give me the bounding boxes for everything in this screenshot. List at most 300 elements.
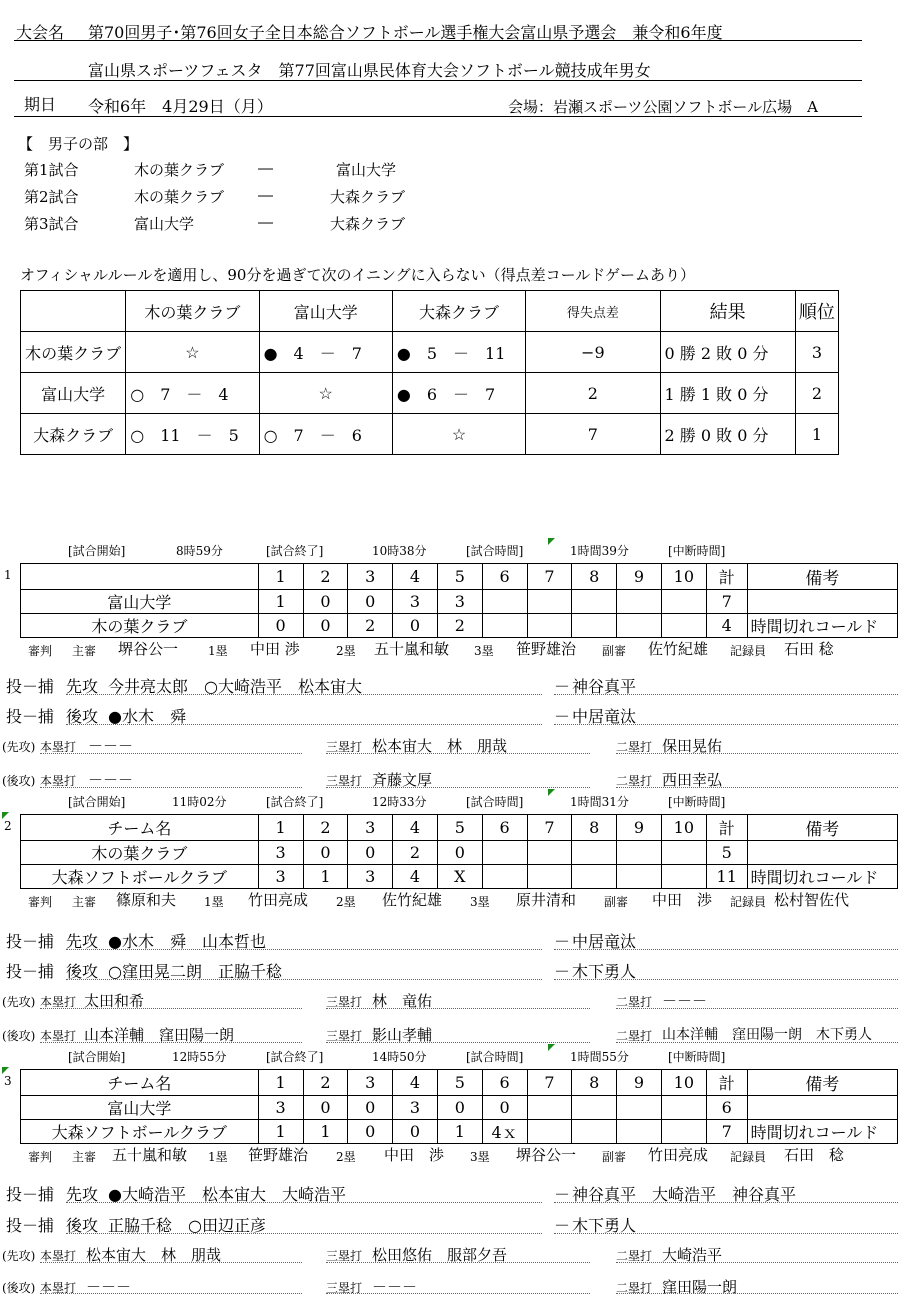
- top-hr: 松本宙大 林 朋哉: [86, 1246, 222, 1264]
- inning-score: [617, 865, 662, 889]
- standings-result: 0 勝 2 敗 0 分: [660, 332, 795, 373]
- inning-score: 0: [303, 1096, 348, 1120]
- start-time: 8時59分: [176, 544, 223, 558]
- top-double: 保田晃佑: [662, 737, 723, 755]
- match-dash: ―: [258, 186, 273, 204]
- standings-header-cell: 結果: [660, 291, 795, 332]
- comment-marker-icon: [2, 1067, 9, 1074]
- dotted-rule: [554, 949, 898, 950]
- triple-label: 三塁打: [326, 1249, 363, 1263]
- dotted-rule: [326, 1008, 590, 1009]
- inning-header: 6: [482, 564, 527, 590]
- inning-header: 1: [258, 564, 303, 590]
- inning-score: [527, 841, 572, 865]
- standings-header-cell: 富山大学: [259, 291, 392, 332]
- inning-header: 1: [258, 815, 303, 841]
- bottom-short-label: (後攻): [2, 774, 36, 788]
- inning-score: [661, 614, 706, 638]
- scoreboard-row: [21, 590, 898, 614]
- inning-score: 2: [437, 614, 482, 638]
- inning-score: 0: [348, 1120, 393, 1144]
- duration-label: [試合時間]: [466, 544, 524, 558]
- inning-header: 1: [258, 1070, 303, 1096]
- remark: [747, 1096, 897, 1120]
- inning-score: [572, 841, 617, 865]
- inning-score: [482, 590, 527, 614]
- plate-umpire: 堺谷公一: [118, 640, 179, 658]
- bottom-triple: 影山孝輔: [372, 1026, 433, 1044]
- dotted-rule: [40, 787, 302, 788]
- battery-label: 投－捕: [6, 932, 55, 951]
- total-score: 7: [706, 1120, 747, 1144]
- team-col-header: [21, 564, 259, 590]
- remarks-header: 備考: [747, 564, 897, 590]
- team-name: 大森ソフトボールクラブ: [21, 865, 259, 889]
- game-number: 2: [4, 819, 12, 833]
- bottom-hr: －－－: [86, 1278, 132, 1296]
- match-home: 木の葉クラブ: [134, 188, 225, 206]
- bottom-triple: －－－: [372, 1278, 418, 1296]
- header-rule-2: [14, 80, 862, 81]
- inning-score: 0: [393, 614, 438, 638]
- scorer-label: 記録員: [730, 895, 767, 909]
- battery-top-catcher: 神谷真平 大崎浩平 神谷真平: [572, 1185, 797, 1204]
- top-label: 先攻: [66, 1185, 99, 1204]
- duration-time: 1時間31分: [570, 795, 629, 809]
- match-label: 第2試合: [24, 188, 79, 206]
- umpire-label: 審判: [28, 895, 53, 909]
- inning-score: 0: [348, 590, 393, 614]
- inning-score: [572, 865, 617, 889]
- inning-header: 9: [617, 1070, 662, 1096]
- scoreboard-row: [21, 865, 898, 889]
- scorer: 石田 稔: [784, 1146, 845, 1164]
- inning-score: [617, 614, 662, 638]
- dotted-rule: [326, 787, 590, 788]
- start-label: [試合開始]: [68, 1050, 126, 1064]
- inning-header: 7: [527, 1070, 572, 1096]
- hr-label: 本塁打: [40, 1029, 77, 1043]
- standings-header-cell: 大森クラブ: [392, 291, 525, 332]
- standings-row: [21, 332, 839, 373]
- scoreboard-header: [21, 815, 898, 841]
- standings-cell: ☆: [126, 332, 259, 373]
- division-title: 【 男子の部 】: [18, 135, 139, 153]
- inning-score: 3: [393, 590, 438, 614]
- rule-note: オフィシャルルールを適用し、90分を過ぎて次のイニングに入らない（得点差コールドゲームあり）: [20, 266, 695, 284]
- battery-top-pitchers: ●大崎浩平 松本宙大 大崎浩平: [108, 1185, 346, 1204]
- scoreboard: [20, 1069, 898, 1144]
- inning-header: 10: [661, 1070, 706, 1096]
- inning-header: 4: [393, 1070, 438, 1096]
- comment-marker-icon: [548, 538, 555, 545]
- inning-score: [572, 1096, 617, 1120]
- double-label: 二塁打: [616, 774, 653, 788]
- standings-header-cell: [21, 291, 126, 332]
- inning-header: 2: [303, 564, 348, 590]
- inning-score: [661, 590, 706, 614]
- battery-bottom-catcher: 木下勇人: [572, 962, 637, 981]
- inning-header: 10: [661, 815, 706, 841]
- team-name: 富山大学: [21, 1096, 259, 1120]
- inning-score: 0: [437, 1096, 482, 1120]
- inning-score: [527, 1120, 572, 1144]
- dotted-rule: [66, 724, 542, 725]
- inning-score: 3: [258, 1096, 303, 1120]
- standings-result: 1 勝 1 敗 0 分: [660, 373, 795, 414]
- plate-umpire: 五十嵐和敏: [112, 1146, 188, 1164]
- standings-cell: ☆: [392, 414, 525, 455]
- remark: [747, 590, 897, 614]
- top-short-label: (先攻): [2, 1249, 36, 1263]
- comment-marker-icon: [2, 812, 9, 819]
- triple-label: 三塁打: [326, 1029, 363, 1043]
- total-score: 4: [706, 614, 747, 638]
- end-label: [試合終了]: [266, 795, 324, 809]
- remark: 時間切れコールド: [747, 865, 897, 889]
- hr-label: 本塁打: [40, 740, 77, 754]
- total-score: 7: [706, 590, 747, 614]
- inning-score: 1: [303, 865, 348, 889]
- bottom-label: 後攻: [66, 707, 99, 726]
- inning-header: 8: [572, 815, 617, 841]
- dotted-rule: [40, 1293, 302, 1294]
- sub-umpire: 佐竹紀雄: [648, 640, 709, 658]
- end-label: [試合終了]: [266, 544, 324, 558]
- standings-result: 2 勝 0 敗 0 分: [660, 414, 795, 455]
- inning-header: 9: [617, 815, 662, 841]
- inning-score: [527, 1096, 572, 1120]
- standings-rank: 2: [795, 373, 838, 414]
- battery-label: 投－捕: [6, 1216, 55, 1235]
- inning-score: 3: [258, 841, 303, 865]
- venue: 会場：岩瀬スポーツ公園ソフトボール広場 A: [508, 98, 818, 116]
- standings-header-cell: 順位: [795, 291, 838, 332]
- standings-rank: 3: [795, 332, 838, 373]
- inning-header: 3: [348, 564, 393, 590]
- triple-label: 三塁打: [326, 995, 363, 1009]
- match-label: 第1試合: [24, 161, 79, 179]
- second-base-label: 2塁: [336, 1150, 356, 1164]
- inning-header: 7: [527, 815, 572, 841]
- dotted-rule: [40, 753, 302, 754]
- battery-label: 投－捕: [6, 1185, 55, 1204]
- duration-time: 1時間55分: [570, 1050, 629, 1064]
- scoreboard-row: [21, 1120, 898, 1144]
- inning-score: 0: [303, 590, 348, 614]
- scoreboard-header: [21, 564, 898, 590]
- inning-header: 5: [437, 1070, 482, 1096]
- inning-score: 2: [393, 841, 438, 865]
- bottom-double: 窪田陽一朗: [662, 1278, 738, 1296]
- inning-score: [482, 614, 527, 638]
- remark: 時間切れコールド: [747, 614, 897, 638]
- battery-top-catcher: 中居竜汰: [572, 932, 637, 951]
- inning-header: 5: [437, 815, 482, 841]
- standings-cell: ○ 7 － 4: [126, 373, 259, 414]
- double-label: 二塁打: [616, 1281, 653, 1295]
- inning-score: 0: [348, 841, 393, 865]
- end-time: 12時33分: [372, 795, 427, 809]
- inning-header: 3: [348, 815, 393, 841]
- standings-diff: 2: [526, 373, 660, 414]
- scoreboard: [20, 814, 898, 889]
- inning-header: 8: [572, 564, 617, 590]
- bottom-hr: －－－: [88, 771, 134, 789]
- event-title-line1: 第70回男子･第76回女子全日本総合ソフトボール選手権大会富山県予選会 兼令和6年度: [88, 23, 723, 42]
- triple-label: 三塁打: [326, 774, 363, 788]
- dash: －: [554, 932, 571, 951]
- inning-header: 3: [348, 1070, 393, 1096]
- inning-score: 1: [258, 1120, 303, 1144]
- end-time: 14時50分: [372, 1050, 427, 1064]
- match-away: 大森クラブ: [330, 215, 406, 233]
- second-base-umpire: 佐竹紀雄: [382, 891, 443, 909]
- inning-score: 0: [437, 841, 482, 865]
- top-double: 大崎浩平: [662, 1246, 723, 1264]
- second-base-label: 2塁: [336, 644, 356, 658]
- game-number: 3: [4, 1074, 12, 1088]
- battery-top-pitchers: 今井亮太郎 ○大崎浩平 松本宙大: [108, 677, 362, 696]
- dotted-rule: [40, 1042, 302, 1043]
- plate-umpire: 篠原和夫: [116, 891, 177, 909]
- inning-header: 8: [572, 1070, 617, 1096]
- team-name: 木の葉クラブ: [21, 841, 259, 865]
- double-label: 二塁打: [616, 1029, 653, 1043]
- remarks-header: 備考: [747, 815, 897, 841]
- inning-header: 7: [527, 564, 572, 590]
- dotted-rule: [616, 1042, 898, 1043]
- plate-label: 主審: [72, 895, 97, 909]
- bottom-triple: 斉藤文厚: [372, 771, 433, 789]
- break-label: [中断時間]: [668, 1050, 726, 1064]
- inning-score: [527, 614, 572, 638]
- inning-score: 4ｘ: [482, 1120, 527, 1144]
- top-triple: 松本宙大 林 朋哉: [372, 737, 508, 755]
- standings-cell: ● 6 － 7: [392, 373, 525, 414]
- hr-label: 本塁打: [40, 1281, 77, 1295]
- battery-bottom-catcher: 木下勇人: [572, 1216, 637, 1235]
- hr-label: 本塁打: [40, 995, 77, 1009]
- remarks-header: 備考: [747, 1070, 897, 1096]
- match-home: 木の葉クラブ: [134, 161, 225, 179]
- first-base-label: 1塁: [208, 1150, 228, 1164]
- scorer: 石田 稔: [784, 640, 834, 658]
- dotted-rule: [66, 949, 542, 950]
- inning-header: 4: [393, 564, 438, 590]
- match-away: 富山大学: [336, 161, 397, 179]
- inning-score: [482, 841, 527, 865]
- first-base-label: 1塁: [204, 895, 224, 909]
- dotted-rule: [616, 1008, 898, 1009]
- remark: 時間切れコールド: [747, 1120, 897, 1144]
- dotted-rule: [40, 1262, 302, 1263]
- inning-header: 6: [482, 815, 527, 841]
- inning-score: [617, 1096, 662, 1120]
- dash: －: [554, 1216, 571, 1235]
- standings-table: [20, 290, 839, 455]
- inning-score: [527, 865, 572, 889]
- standings-header-cell: 得失点差: [526, 291, 660, 332]
- bottom-double: 山本洋輔 窪田陽一朗 木下勇人: [662, 1027, 872, 1043]
- date-value: 令和6年 4月29日（月）: [88, 97, 273, 116]
- third-base-label: 3塁: [474, 644, 494, 658]
- double-label: 二塁打: [616, 740, 653, 754]
- standings-row: [21, 414, 839, 455]
- inning-header: 5: [437, 564, 482, 590]
- standings-cell: ● 5 － 11: [392, 332, 525, 373]
- scorer-label: 記録員: [730, 1150, 767, 1164]
- inning-score: [527, 590, 572, 614]
- dash: －: [554, 962, 571, 981]
- inning-score: [617, 1120, 662, 1144]
- dotted-rule: [616, 753, 898, 754]
- top-label: 先攻: [66, 677, 99, 696]
- battery-top-catcher: 神谷真平: [572, 677, 637, 696]
- inning-score: [617, 841, 662, 865]
- bottom-label: 後攻: [66, 1216, 99, 1235]
- dotted-rule: [554, 1233, 898, 1234]
- standings-diff: −9: [526, 332, 660, 373]
- start-label: [試合開始]: [68, 544, 126, 558]
- inning-score: 0: [348, 1096, 393, 1120]
- bottom-double: 西田幸弘: [662, 771, 723, 789]
- scoreboard-row: [21, 614, 898, 638]
- team-col-header: チーム名: [21, 815, 259, 841]
- date-label: 期日: [24, 95, 57, 114]
- battery-bottom-pitchers: ●水木 舜: [108, 707, 186, 726]
- match-label: 第3試合: [24, 215, 79, 233]
- triple-label: 三塁打: [326, 740, 363, 754]
- third-base-umpire: 笹野雄治: [516, 640, 577, 658]
- standings-cell: ○ 11 － 5: [126, 414, 259, 455]
- dotted-rule: [66, 1202, 542, 1203]
- first-base-umpire: 笹野雄治: [248, 1146, 309, 1164]
- inning-header: 4: [393, 815, 438, 841]
- top-label: 先攻: [66, 932, 99, 951]
- total-score: 11: [706, 865, 747, 889]
- inning-score: [572, 590, 617, 614]
- standings-team: 木の葉クラブ: [21, 332, 126, 373]
- dotted-rule: [40, 1008, 302, 1009]
- header-rule-3: [14, 116, 862, 117]
- start-time: 11時02分: [172, 795, 227, 809]
- top-triple: 林 竜佑: [372, 992, 433, 1010]
- sub-umpire: 中田 渉: [652, 891, 713, 909]
- game-number: 1: [4, 568, 12, 582]
- plate-label: 主審: [72, 644, 97, 658]
- dash: －: [554, 677, 571, 696]
- inning-score: 0: [258, 614, 303, 638]
- dotted-rule: [66, 1233, 542, 1234]
- inning-score: [661, 1120, 706, 1144]
- first-base-umpire: 竹田亮成: [248, 891, 309, 909]
- inning-score: [661, 841, 706, 865]
- team-name: 富山大学: [21, 590, 259, 614]
- dotted-rule: [326, 753, 590, 754]
- start-time: 12時55分: [172, 1050, 227, 1064]
- dotted-rule: [616, 787, 898, 788]
- battery-label: 投－捕: [6, 962, 55, 981]
- battery-top-pitchers: ●水木 舜 山本哲也: [108, 932, 266, 951]
- inning-score: 4: [393, 865, 438, 889]
- inning-score: [482, 865, 527, 889]
- team-col-header: チーム名: [21, 1070, 259, 1096]
- comment-marker-icon: [548, 789, 555, 796]
- bottom-hr: 山本洋輔 窪田陽一朗: [84, 1026, 235, 1044]
- scoreboard-row: [21, 841, 898, 865]
- scorer: 松村智佐代: [774, 891, 850, 909]
- triple-label: 三塁打: [326, 1281, 363, 1295]
- scorer-label: 記録員: [730, 644, 767, 658]
- inning-score: 0: [393, 1120, 438, 1144]
- umpire-label: 審判: [28, 644, 53, 658]
- standings-row: [21, 373, 839, 414]
- double-label: 二塁打: [616, 995, 653, 1009]
- sub-umpire-label: 副審: [604, 895, 629, 909]
- battery-label: 投－捕: [6, 707, 55, 726]
- standings-cell: ☆: [259, 373, 392, 414]
- inning-score: 1: [437, 1120, 482, 1144]
- header-rule-1: [14, 40, 862, 41]
- scoreboard-header: [21, 1070, 898, 1096]
- top-hr: 太田和希: [84, 992, 145, 1010]
- inning-score: 0: [303, 841, 348, 865]
- break-label: [中断時間]: [668, 795, 726, 809]
- bottom-short-label: (後攻): [2, 1281, 36, 1295]
- sub-umpire-label: 副審: [602, 1150, 627, 1164]
- standings-cell: ● 4 － 7: [259, 332, 392, 373]
- second-base-umpire: 五十嵐和敏: [374, 640, 450, 658]
- first-base-label: 1塁: [208, 644, 228, 658]
- dotted-rule: [326, 1262, 590, 1263]
- dotted-rule: [554, 694, 898, 695]
- standings-header-row: [21, 291, 839, 332]
- total-score: 5: [706, 841, 747, 865]
- scoreboard: [20, 563, 898, 638]
- third-base-umpire: 原井清和: [516, 891, 577, 909]
- bottom-short-label: (後攻): [2, 1029, 36, 1043]
- remark: [747, 841, 897, 865]
- inning-score: [661, 865, 706, 889]
- inning-score: 3: [348, 865, 393, 889]
- inning-header: 10: [661, 564, 706, 590]
- top-short-label: (先攻): [2, 995, 36, 1009]
- top-triple: 松田悠佑 服部夕吾: [372, 1246, 508, 1264]
- standings-header-cell: 木の葉クラブ: [126, 291, 259, 332]
- standings-diff: 7: [526, 414, 660, 455]
- top-double: －－－: [662, 992, 708, 1010]
- duration-label: [試合時間]: [466, 1050, 524, 1064]
- inning-score: 3: [393, 1096, 438, 1120]
- hr-label: 本塁打: [40, 774, 77, 788]
- team-name: 大森ソフトボールクラブ: [21, 1120, 259, 1144]
- inning-header: 2: [303, 815, 348, 841]
- total-header: 計: [706, 815, 747, 841]
- dash: －: [554, 707, 571, 726]
- end-time: 10時38分: [372, 544, 427, 558]
- match-away: 大森クラブ: [330, 188, 406, 206]
- top-short-label: (先攻): [2, 740, 36, 754]
- standings-cell: ○ 7 － 6: [259, 414, 392, 455]
- umpire-label: 審判: [28, 1150, 53, 1164]
- dotted-rule: [616, 1262, 898, 1263]
- standings-team: 富山大学: [21, 373, 126, 414]
- dotted-rule: [554, 1202, 898, 1203]
- hr-label: 本塁打: [40, 1249, 77, 1263]
- dotted-rule: [554, 724, 898, 725]
- inning-score: [617, 590, 662, 614]
